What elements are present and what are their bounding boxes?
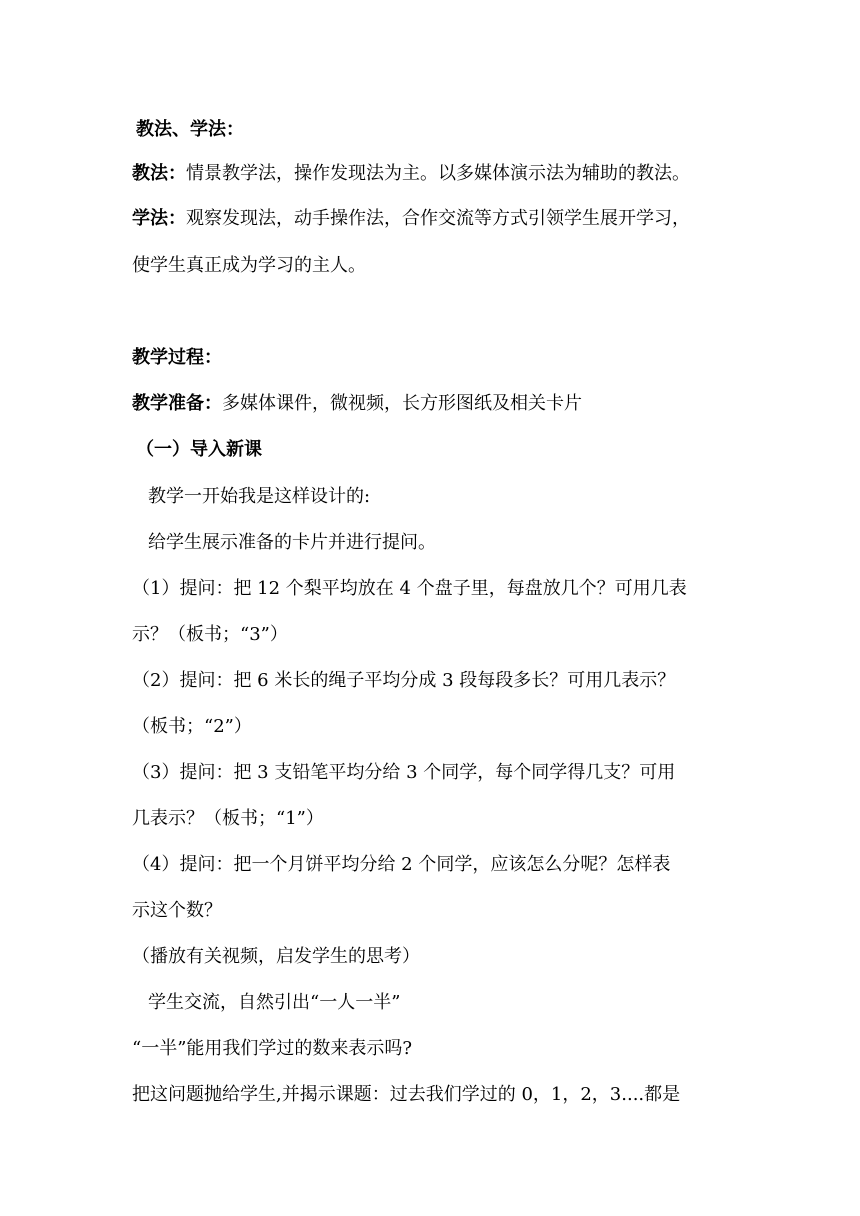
prep-text: 多媒体课件，微视频，长方形图纸及相关卡片 <box>222 393 582 414</box>
learning-method-text: 观察发现法，动手操作法，合作交流等方式引领学生展开学习， <box>186 208 690 229</box>
question-1-line-1: （1）提问：把 12 个梨平均放在 4 个盘子里，每盘放几个？可用几表 <box>132 578 687 599</box>
teaching-method-label: 教法： <box>132 163 186 184</box>
prep-paragraph <box>132 391 742 417</box>
intro-paragraph-1: 教学一开始我是这样设计的: <box>148 486 371 507</box>
question-3-line-1: （3）提问：把 3 支铅笔平均分给 3 个同学，每个同学得几支？可用 <box>132 762 676 783</box>
half-question: “一半”能用我们学过的数来表示吗? <box>132 1038 413 1059</box>
learning-method-text-cont: 使学生真正成为学习的主人。 <box>132 255 366 276</box>
question-1-line-2: 示？（板书；“3”） <box>132 624 288 645</box>
intro-heading: （一）导入新课 <box>136 439 262 460</box>
question-3-line-2: 几表示？（板书；“1”） <box>132 808 324 829</box>
intro-paragraph-2: 给学生展示准备的卡片并进行提问。 <box>148 532 436 553</box>
question-4-line-2: 示这个数？ <box>132 900 222 921</box>
process-heading: 教学过程： <box>132 347 222 368</box>
teaching-method-text: 情景教学法，操作发现法为主。以多媒体演示法为辅助的教法。 <box>186 163 690 184</box>
question-2-line-2: （板书；“2”） <box>132 716 252 737</box>
last-line: 把这问题抛给学生,并揭示课题：过去我们学过的 0，1，2，3....都是 <box>132 1084 681 1105</box>
learning-method-label: 学法： <box>132 208 186 229</box>
methods-heading: 教法、学法： <box>136 119 244 140</box>
video-note: （播放有关视频，启发学生的思考） <box>132 946 420 967</box>
student-exchange: 学生交流，自然引出“一人一半” <box>148 992 401 1013</box>
prep-label: 教学准备： <box>132 393 222 414</box>
learning-method-paragraph <box>132 206 742 232</box>
teaching-method-paragraph <box>132 161 742 187</box>
question-2-line-1: （2）提问：把 6 米长的绳子平均分成 3 段每段多长？可用几表示？ <box>132 670 676 691</box>
question-4-line-1: （4）提问：把一个月饼平均分给 2 个同学，应该怎么分呢？怎样表 <box>132 854 671 875</box>
